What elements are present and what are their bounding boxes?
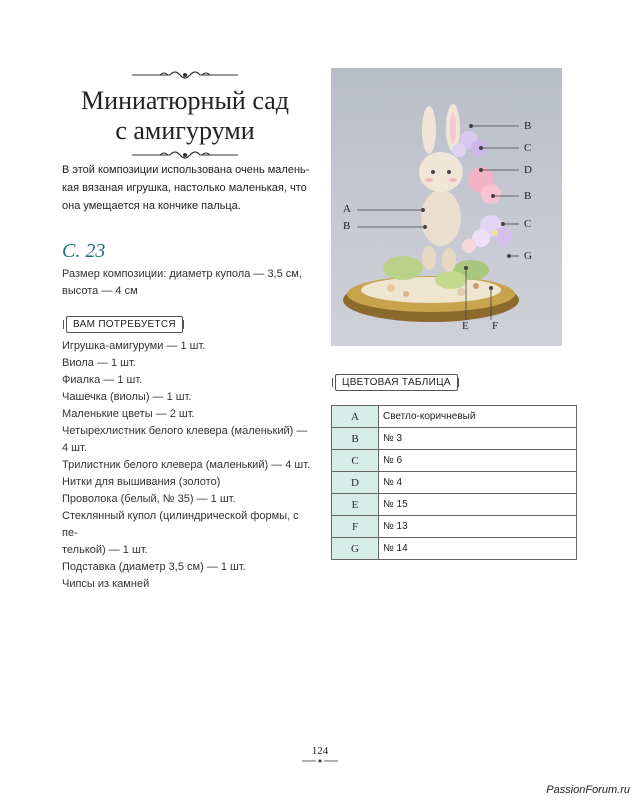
- callout-g: G: [524, 250, 532, 262]
- materials-label: ВАМ ПОТРЕБУЕТСЯ: [66, 316, 183, 333]
- callout-c: C: [524, 218, 532, 230]
- callout-b: B: [524, 120, 532, 132]
- callout-f: F: [492, 320, 499, 332]
- color-table: [331, 405, 577, 560]
- table-row: [332, 428, 577, 450]
- color-value: № 3: [379, 428, 577, 450]
- top-ornament: [130, 68, 240, 82]
- title-line-1: Миниатюрный сад: [81, 86, 289, 115]
- table-row: [332, 406, 577, 428]
- middle-ornament: [130, 148, 240, 162]
- product-photo: [331, 68, 562, 346]
- callout-e: E: [462, 320, 469, 332]
- pattern-page-reference: С. 23: [62, 240, 106, 262]
- color-key: D: [332, 472, 379, 494]
- callout-d: D: [524, 164, 532, 176]
- size-line-2: высота — 4 см: [62, 285, 138, 297]
- color-key: C: [332, 450, 379, 472]
- intro-paragraph: [62, 161, 322, 215]
- color-key: G: [332, 538, 379, 560]
- color-table-label: ЦВЕТОВАЯ ТАБЛИЦА: [335, 374, 458, 391]
- materials-item: Проволока (белый, № 35) — 1 шт.: [62, 493, 236, 505]
- materials-item: Подставка (диаметр 3,5 см) — 1 шт.: [62, 561, 246, 573]
- materials-item: Трилистник белого клевера (маленький) — 4 шт.: [62, 459, 311, 471]
- color-key: F: [332, 516, 379, 538]
- size-line-1: Размер композиции: диаметр купола — 3,5 см,: [62, 268, 302, 280]
- color-key: E: [332, 494, 379, 516]
- materials-item: Маленькие цветы — 2 шт.: [62, 408, 195, 420]
- color-value: № 4: [379, 472, 577, 494]
- materials-item: Игрушка-амигуруми — 1 шт.: [62, 340, 206, 352]
- table-row: [332, 538, 577, 560]
- materials-item: телькой) — 1 шт.: [62, 544, 148, 556]
- materials-item: Стеклянный купол (цилиндрической формы, с пе-: [62, 510, 299, 539]
- callout-c: C: [524, 142, 532, 154]
- materials-list: [62, 338, 312, 593]
- intro-line-3: она умещается на кончике пальца.: [62, 200, 241, 212]
- composition-size: [62, 266, 332, 300]
- materials-item: Виола — 1 шт.: [62, 357, 136, 369]
- page-number-ornament: [300, 758, 340, 764]
- color-value: Светло-коричневый: [379, 406, 577, 428]
- page-title: [40, 86, 330, 146]
- color-value: № 15: [379, 494, 577, 516]
- color-key: B: [332, 428, 379, 450]
- table-row: [332, 494, 577, 516]
- color-value: № 14: [379, 538, 577, 560]
- materials-item: 4 шт.: [62, 442, 87, 454]
- table-row: [332, 516, 577, 538]
- callout-b: B: [524, 190, 532, 202]
- intro-line-1: В этой композиции использована очень малень-: [62, 164, 310, 176]
- table-row: [332, 472, 577, 494]
- callout-a: A: [343, 203, 351, 215]
- page-number: 124: [311, 745, 329, 757]
- color-value: № 6: [379, 450, 577, 472]
- materials-item: Четырехлистник белого клевера (маленький) —: [62, 425, 308, 437]
- materials-item: Чашечка (виолы) — 1 шт.: [62, 391, 192, 403]
- materials-item: Фиалка — 1 шт.: [62, 374, 143, 386]
- color-value: № 13: [379, 516, 577, 538]
- materials-item: Нитки для вышивания (золото): [62, 476, 221, 488]
- callout-b: B: [343, 220, 351, 232]
- intro-line-2: кая вязаная игрушка, настолько маленькая, что: [62, 182, 307, 194]
- table-row: [332, 450, 577, 472]
- color-key: A: [332, 406, 379, 428]
- materials-item: Чипсы из камней: [62, 578, 150, 590]
- title-line-2: с амигуруми: [115, 116, 255, 145]
- watermark: PassionForum.ru: [546, 784, 630, 796]
